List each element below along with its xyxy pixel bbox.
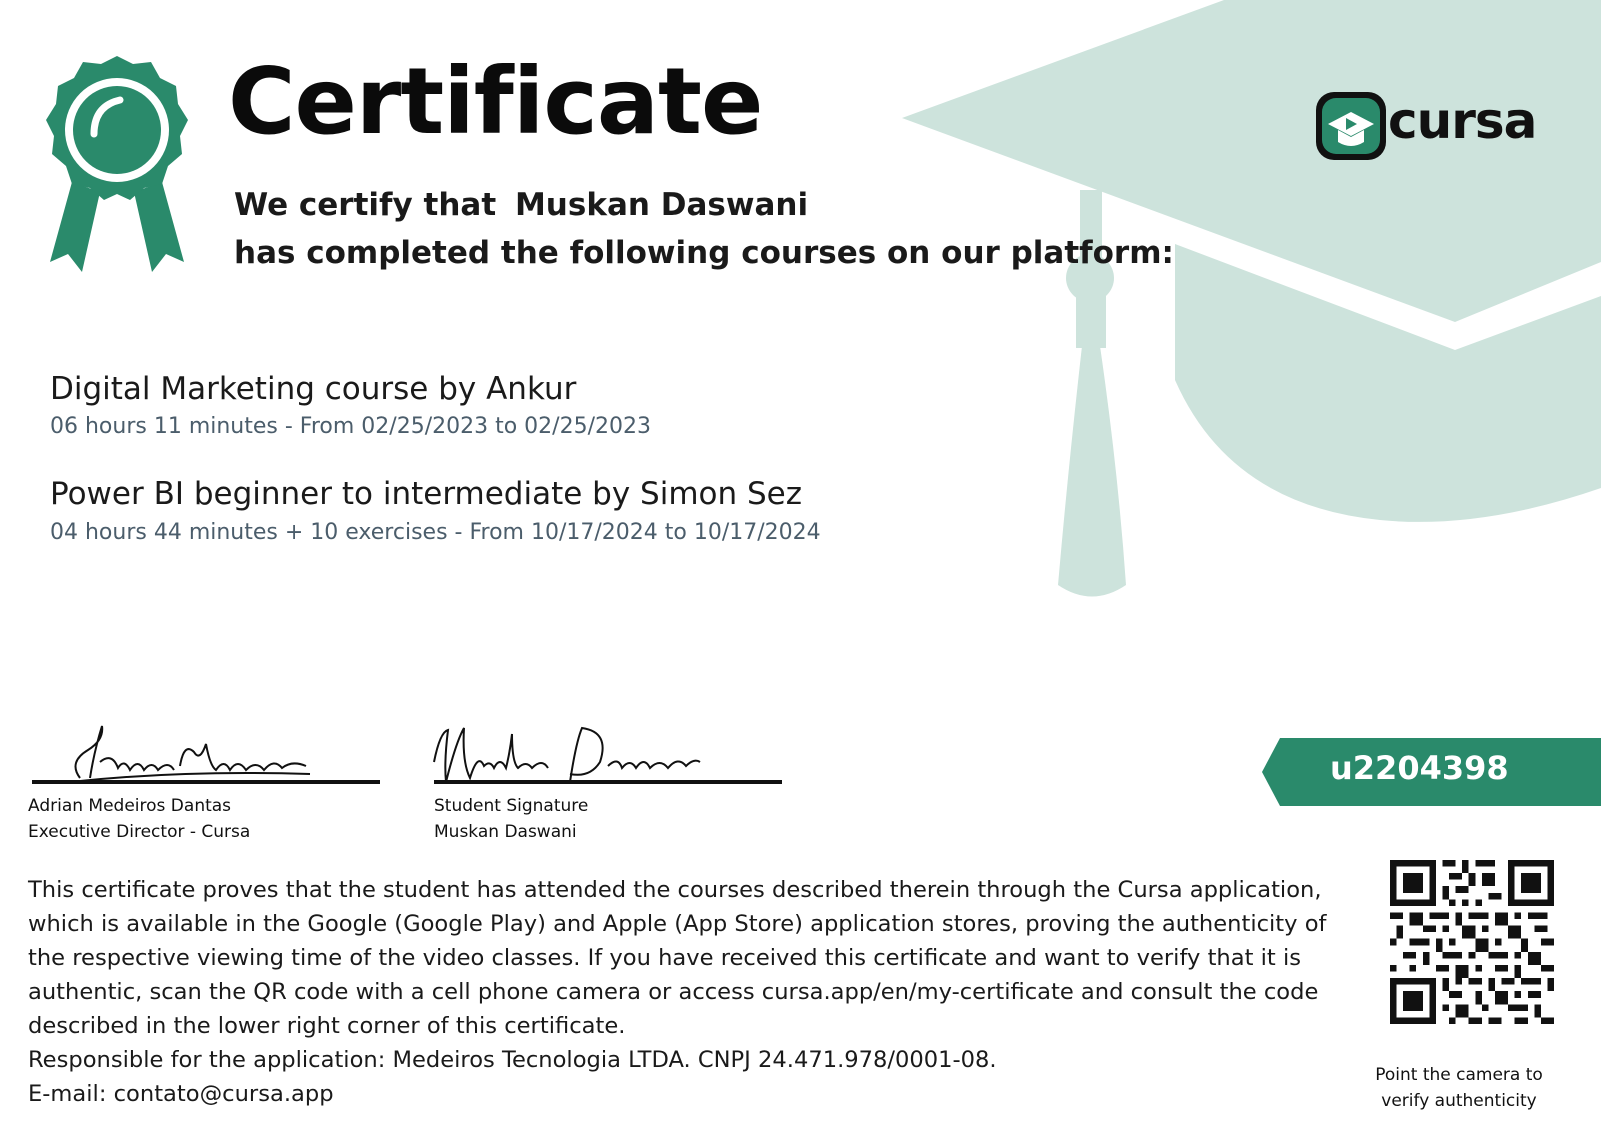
award-ribbon-icon	[44, 54, 190, 274]
certify-line	[234, 187, 809, 223]
qr-code-icon[interactable]	[1390, 860, 1554, 1024]
footer-email: E-mail: contato@cursa.app	[28, 1081, 334, 1107]
course-1-details: 06 hours 11 minutes - From 02/25/2023 to 02/25/2023	[50, 414, 651, 439]
certificate-code: u2204398	[1330, 749, 1509, 787]
student-signature-label: Student Signature	[434, 796, 589, 816]
cursa-logo-text: cursa	[1388, 92, 1537, 150]
certify-prefix: We certify that	[234, 187, 497, 223]
footer-responsible: Responsible for the application: Medeiros Tecnologia LTDA. CNPJ 24.471.978/0001-08.	[28, 1047, 997, 1073]
course-2-name: Power BI beginner to intermediate by Simon Sez	[50, 476, 803, 512]
certificate-footer-text	[28, 873, 1338, 1111]
graduation-play-icon	[1316, 92, 1386, 160]
certificate-title: Certificate	[228, 48, 763, 155]
footer-paragraph: This certificate proves that the student has attended the courses described therein through the Cursa application, which is available in the Google (Google Play) and Apple (App Store) application stores, proving the authenticity of the respective viewing time of the video classes. If you have received this certificate and want to verify that it is authentic, scan the QR code with a cell phone camera or access cursa.app/en/my-certificate and consult the code described in the lower right corner of this certificate.	[28, 877, 1327, 1039]
completed-statement: has completed the following courses on our platform:	[234, 235, 1174, 271]
director-name: Adrian Medeiros Dantas	[28, 796, 232, 816]
course-1-name: Digital Marketing course by Ankur	[50, 371, 577, 407]
student-signature-name: Muskan Daswani	[434, 822, 577, 842]
student-signature-line	[434, 780, 782, 784]
qr-caption: Point the camera to verify authenticity	[1375, 1065, 1543, 1111]
student-name: Muskan Daswani	[514, 187, 809, 223]
course-2-details: 04 hours 44 minutes + 10 exercises - From 10/17/2024 to 10/17/2024	[50, 520, 821, 545]
director-signature-line	[32, 780, 380, 784]
director-role: Executive Director - Cursa	[28, 822, 251, 842]
